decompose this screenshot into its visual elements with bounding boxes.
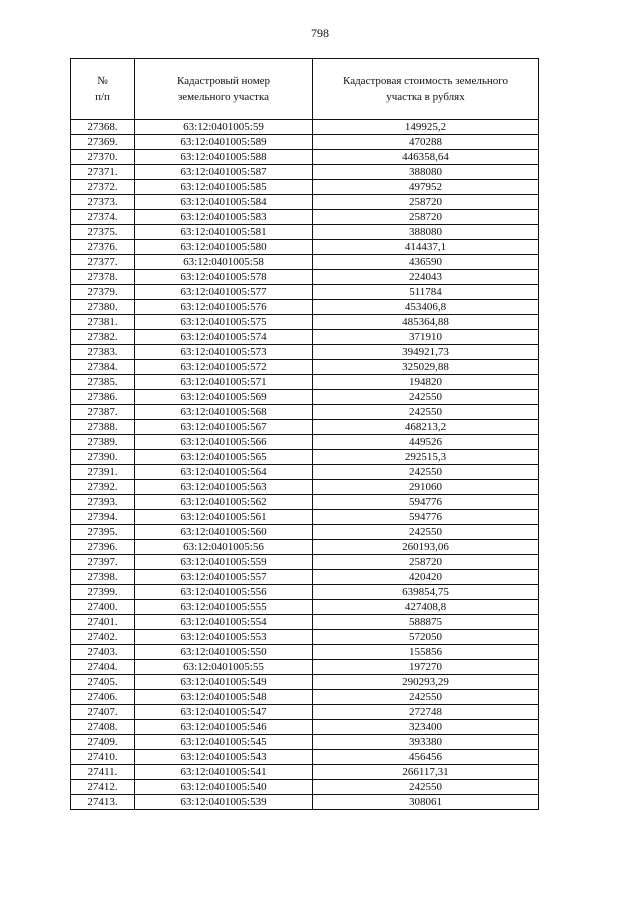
- row-number-cell: 27398.: [71, 570, 135, 585]
- cadastral-number-cell: 63:12:0401005:588: [135, 150, 313, 165]
- cadastral-value-cell: 427408,8: [313, 600, 539, 615]
- row-number-cell: 27379.: [71, 285, 135, 300]
- table-body: [71, 120, 539, 810]
- cadastral-value-cell: 388080: [313, 165, 539, 180]
- row-number-cell: 27391.: [71, 465, 135, 480]
- table-row: [71, 405, 539, 420]
- table-row: [71, 780, 539, 795]
- table-row: [71, 615, 539, 630]
- row-number-cell: 27378.: [71, 270, 135, 285]
- table-row: [71, 765, 539, 780]
- row-number-cell: 27408.: [71, 720, 135, 735]
- page-number: 798: [311, 26, 329, 40]
- cadastral-value-cell: 155856: [313, 645, 539, 660]
- table-row: [71, 255, 539, 270]
- row-number-cell: 27407.: [71, 705, 135, 720]
- row-number-cell: 27402.: [71, 630, 135, 645]
- cadastral-number-cell: 63:12:0401005:58: [135, 255, 313, 270]
- row-number-cell: 27410.: [71, 750, 135, 765]
- table-row: [71, 450, 539, 465]
- row-number-cell: 27385.: [71, 375, 135, 390]
- cadastral-number-cell: 63:12:0401005:567: [135, 420, 313, 435]
- cadastral-value-cell: 414437,1: [313, 240, 539, 255]
- table-row: [71, 675, 539, 690]
- table-row: [71, 720, 539, 735]
- header-cadastral-number-label: Кадастровый номер земельного участка: [176, 75, 271, 103]
- cadastral-number-cell: 63:12:0401005:553: [135, 630, 313, 645]
- row-number-cell: 27404.: [71, 660, 135, 675]
- table-row: [71, 285, 539, 300]
- cadastral-number-cell: 63:12:0401005:562: [135, 495, 313, 510]
- cadastral-number-cell: 63:12:0401005:543: [135, 750, 313, 765]
- cadastral-value-cell: 258720: [313, 555, 539, 570]
- cadastral-value-cell: 594776: [313, 495, 539, 510]
- cadastral-number-cell: 63:12:0401005:539: [135, 795, 313, 810]
- row-number-cell: 27386.: [71, 390, 135, 405]
- table-row: [71, 480, 539, 495]
- cadastral-value-cell: 242550: [313, 390, 539, 405]
- cadastral-number-cell: 63:12:0401005:559: [135, 555, 313, 570]
- table-row: [71, 705, 539, 720]
- cadastral-value-cell: 470288: [313, 135, 539, 150]
- row-number-cell: 27411.: [71, 765, 135, 780]
- row-number-cell: 27406.: [71, 690, 135, 705]
- table-row: [71, 315, 539, 330]
- row-number-cell: 27390.: [71, 450, 135, 465]
- table-row: [71, 510, 539, 525]
- cadastral-number-cell: 63:12:0401005:549: [135, 675, 313, 690]
- row-number-cell: 27372.: [71, 180, 135, 195]
- cadastral-number-cell: 63:12:0401005:547: [135, 705, 313, 720]
- row-number-cell: 27377.: [71, 255, 135, 270]
- cadastral-value-cell: 149925,2: [313, 120, 539, 135]
- row-number-cell: 27413.: [71, 795, 135, 810]
- cadastral-value-cell: 325029,88: [313, 360, 539, 375]
- cadastral-number-cell: 63:12:0401005:541: [135, 765, 313, 780]
- cadastral-value-cell: 258720: [313, 210, 539, 225]
- cadastral-value-cell: 497952: [313, 180, 539, 195]
- table-row: [71, 390, 539, 405]
- table-row: [71, 540, 539, 555]
- table-row: [71, 150, 539, 165]
- cadastral-number-cell: 63:12:0401005:554: [135, 615, 313, 630]
- table-row: [71, 270, 539, 285]
- row-number-cell: 27394.: [71, 510, 135, 525]
- cadastral-value-cell: 260193,06: [313, 540, 539, 555]
- cadastral-number-cell: 63:12:0401005:56: [135, 540, 313, 555]
- table-row: [71, 645, 539, 660]
- row-number-cell: 27374.: [71, 210, 135, 225]
- cadastral-value-cell: 588875: [313, 615, 539, 630]
- table-row: [71, 555, 539, 570]
- header-cadastral-value-label: Кадастровая стоимость земельного участка в рублях: [343, 75, 508, 103]
- cadastral-number-cell: 63:12:0401005:566: [135, 435, 313, 450]
- table-row: [71, 225, 539, 240]
- cadastral-value-cell: 453406,8: [313, 300, 539, 315]
- cadastral-number-cell: 63:12:0401005:557: [135, 570, 313, 585]
- cadastral-number-cell: 63:12:0401005:576: [135, 300, 313, 315]
- row-number-cell: 27384.: [71, 360, 135, 375]
- table-row: [71, 600, 539, 615]
- cadastral-value-cell: 242550: [313, 525, 539, 540]
- row-number-cell: 27373.: [71, 195, 135, 210]
- row-number-cell: 27370.: [71, 150, 135, 165]
- row-number-cell: 27371.: [71, 165, 135, 180]
- cadastral-number-cell: 63:12:0401005:585: [135, 180, 313, 195]
- cadastral-value-cell: 323400: [313, 720, 539, 735]
- cadastral-number-cell: 63:12:0401005:59: [135, 120, 313, 135]
- row-number-cell: 27399.: [71, 585, 135, 600]
- table-row: [71, 735, 539, 750]
- cadastral-number-cell: 63:12:0401005:540: [135, 780, 313, 795]
- cadastral-value-cell: 511784: [313, 285, 539, 300]
- cadastral-value-cell: 420420: [313, 570, 539, 585]
- cadastral-value-cell: 393380: [313, 735, 539, 750]
- cadastral-number-cell: 63:12:0401005:556: [135, 585, 313, 600]
- cadastral-value-cell: 292515,3: [313, 450, 539, 465]
- cadastral-number-cell: 63:12:0401005:548: [135, 690, 313, 705]
- cadastral-value-cell: 242550: [313, 780, 539, 795]
- cadastral-value-cell: 242550: [313, 465, 539, 480]
- table-row: [71, 570, 539, 585]
- cadastral-number-cell: 63:12:0401005:55: [135, 660, 313, 675]
- cadastral-value-cell: 456456: [313, 750, 539, 765]
- header-row-number-label: № п/п: [95, 75, 110, 103]
- cadastral-value-table: [70, 58, 539, 810]
- row-number-cell: 27400.: [71, 600, 135, 615]
- table-row: [71, 660, 539, 675]
- cadastral-number-cell: 63:12:0401005:572: [135, 360, 313, 375]
- cadastral-number-cell: 63:12:0401005:560: [135, 525, 313, 540]
- cadastral-number-cell: 63:12:0401005:573: [135, 345, 313, 360]
- cadastral-value-cell: 194820: [313, 375, 539, 390]
- cadastral-number-cell: 63:12:0401005:565: [135, 450, 313, 465]
- cadastral-value-cell: 290293,29: [313, 675, 539, 690]
- table-row: [71, 465, 539, 480]
- table-row: [71, 750, 539, 765]
- cadastral-value-cell: 594776: [313, 510, 539, 525]
- cadastral-value-cell: 388080: [313, 225, 539, 240]
- row-number-cell: 27396.: [71, 540, 135, 555]
- cadastral-number-cell: 63:12:0401005:578: [135, 270, 313, 285]
- row-number-cell: 27393.: [71, 495, 135, 510]
- table-row: [71, 330, 539, 345]
- row-number-cell: 27395.: [71, 525, 135, 540]
- header-cadastral-value: [313, 59, 539, 120]
- table-row: [71, 360, 539, 375]
- row-number-cell: 27369.: [71, 135, 135, 150]
- cadastral-value-cell: 446358,64: [313, 150, 539, 165]
- header-cadastral-number: [135, 59, 313, 120]
- cadastral-value-cell: 436590: [313, 255, 539, 270]
- cadastral-value-cell: 308061: [313, 795, 539, 810]
- table-row: [71, 690, 539, 705]
- cadastral-number-cell: 63:12:0401005:584: [135, 195, 313, 210]
- row-number-cell: 27389.: [71, 435, 135, 450]
- cadastral-number-cell: 63:12:0401005:569: [135, 390, 313, 405]
- cadastral-number-cell: 63:12:0401005:545: [135, 735, 313, 750]
- table-row: [71, 135, 539, 150]
- row-number-cell: 27382.: [71, 330, 135, 345]
- table-row: [71, 420, 539, 435]
- cadastral-value-cell: 394921,73: [313, 345, 539, 360]
- cadastral-value-cell: 485364,88: [313, 315, 539, 330]
- cadastral-number-cell: 63:12:0401005:589: [135, 135, 313, 150]
- table-row: [71, 345, 539, 360]
- row-number-cell: 27401.: [71, 615, 135, 630]
- table-row: [71, 435, 539, 450]
- cadastral-value-cell: 272748: [313, 705, 539, 720]
- table-row: [71, 300, 539, 315]
- table-row: [71, 180, 539, 195]
- table-row: [71, 630, 539, 645]
- cadastral-value-cell: 572050: [313, 630, 539, 645]
- cadastral-number-cell: 63:12:0401005:550: [135, 645, 313, 660]
- row-number-cell: 27368.: [71, 120, 135, 135]
- cadastral-value-cell: 197270: [313, 660, 539, 675]
- cadastral-number-cell: 63:12:0401005:574: [135, 330, 313, 345]
- row-number-cell: 27381.: [71, 315, 135, 330]
- cadastral-number-cell: 63:12:0401005:563: [135, 480, 313, 495]
- table-row: [71, 375, 539, 390]
- row-number-cell: 27392.: [71, 480, 135, 495]
- cadastral-value-cell: 371910: [313, 330, 539, 345]
- row-number-cell: 27376.: [71, 240, 135, 255]
- cadastral-value-cell: 242550: [313, 690, 539, 705]
- cadastral-number-cell: 63:12:0401005:577: [135, 285, 313, 300]
- cadastral-number-cell: 63:12:0401005:571: [135, 375, 313, 390]
- table-row: [71, 240, 539, 255]
- table-row: [71, 165, 539, 180]
- cadastral-value-cell: 242550: [313, 405, 539, 420]
- row-number-cell: 27403.: [71, 645, 135, 660]
- table-row: [71, 120, 539, 135]
- cadastral-value-cell: 468213,2: [313, 420, 539, 435]
- cadastral-value-cell: 224043: [313, 270, 539, 285]
- row-number-cell: 27405.: [71, 675, 135, 690]
- cadastral-number-cell: 63:12:0401005:561: [135, 510, 313, 525]
- cadastral-number-cell: 63:12:0401005:580: [135, 240, 313, 255]
- cadastral-number-cell: 63:12:0401005:555: [135, 600, 313, 615]
- row-number-cell: 27380.: [71, 300, 135, 315]
- row-number-cell: 27387.: [71, 405, 135, 420]
- cadastral-value-cell: 449526: [313, 435, 539, 450]
- table-row: [71, 795, 539, 810]
- cadastral-number-cell: 63:12:0401005:564: [135, 465, 313, 480]
- cadastral-number-cell: 63:12:0401005:581: [135, 225, 313, 240]
- cadastral-value-cell: 258720: [313, 195, 539, 210]
- table-row: [71, 195, 539, 210]
- table-row: [71, 525, 539, 540]
- table-row: [71, 210, 539, 225]
- table-header-row: [71, 59, 539, 120]
- row-number-cell: 27375.: [71, 225, 135, 240]
- header-row-number: [71, 59, 135, 120]
- row-number-cell: 27397.: [71, 555, 135, 570]
- row-number-cell: 27383.: [71, 345, 135, 360]
- table-row: [71, 495, 539, 510]
- cadastral-number-cell: 63:12:0401005:575: [135, 315, 313, 330]
- cadastral-number-cell: 63:12:0401005:568: [135, 405, 313, 420]
- cadastral-value-cell: 639854,75: [313, 585, 539, 600]
- cadastral-number-cell: 63:12:0401005:546: [135, 720, 313, 735]
- row-number-cell: 27388.: [71, 420, 135, 435]
- row-number-cell: 27409.: [71, 735, 135, 750]
- cadastral-value-cell: 266117,31: [313, 765, 539, 780]
- cadastral-value-cell: 291060: [313, 480, 539, 495]
- table-row: [71, 585, 539, 600]
- cadastral-number-cell: 63:12:0401005:583: [135, 210, 313, 225]
- row-number-cell: 27412.: [71, 780, 135, 795]
- cadastral-number-cell: 63:12:0401005:587: [135, 165, 313, 180]
